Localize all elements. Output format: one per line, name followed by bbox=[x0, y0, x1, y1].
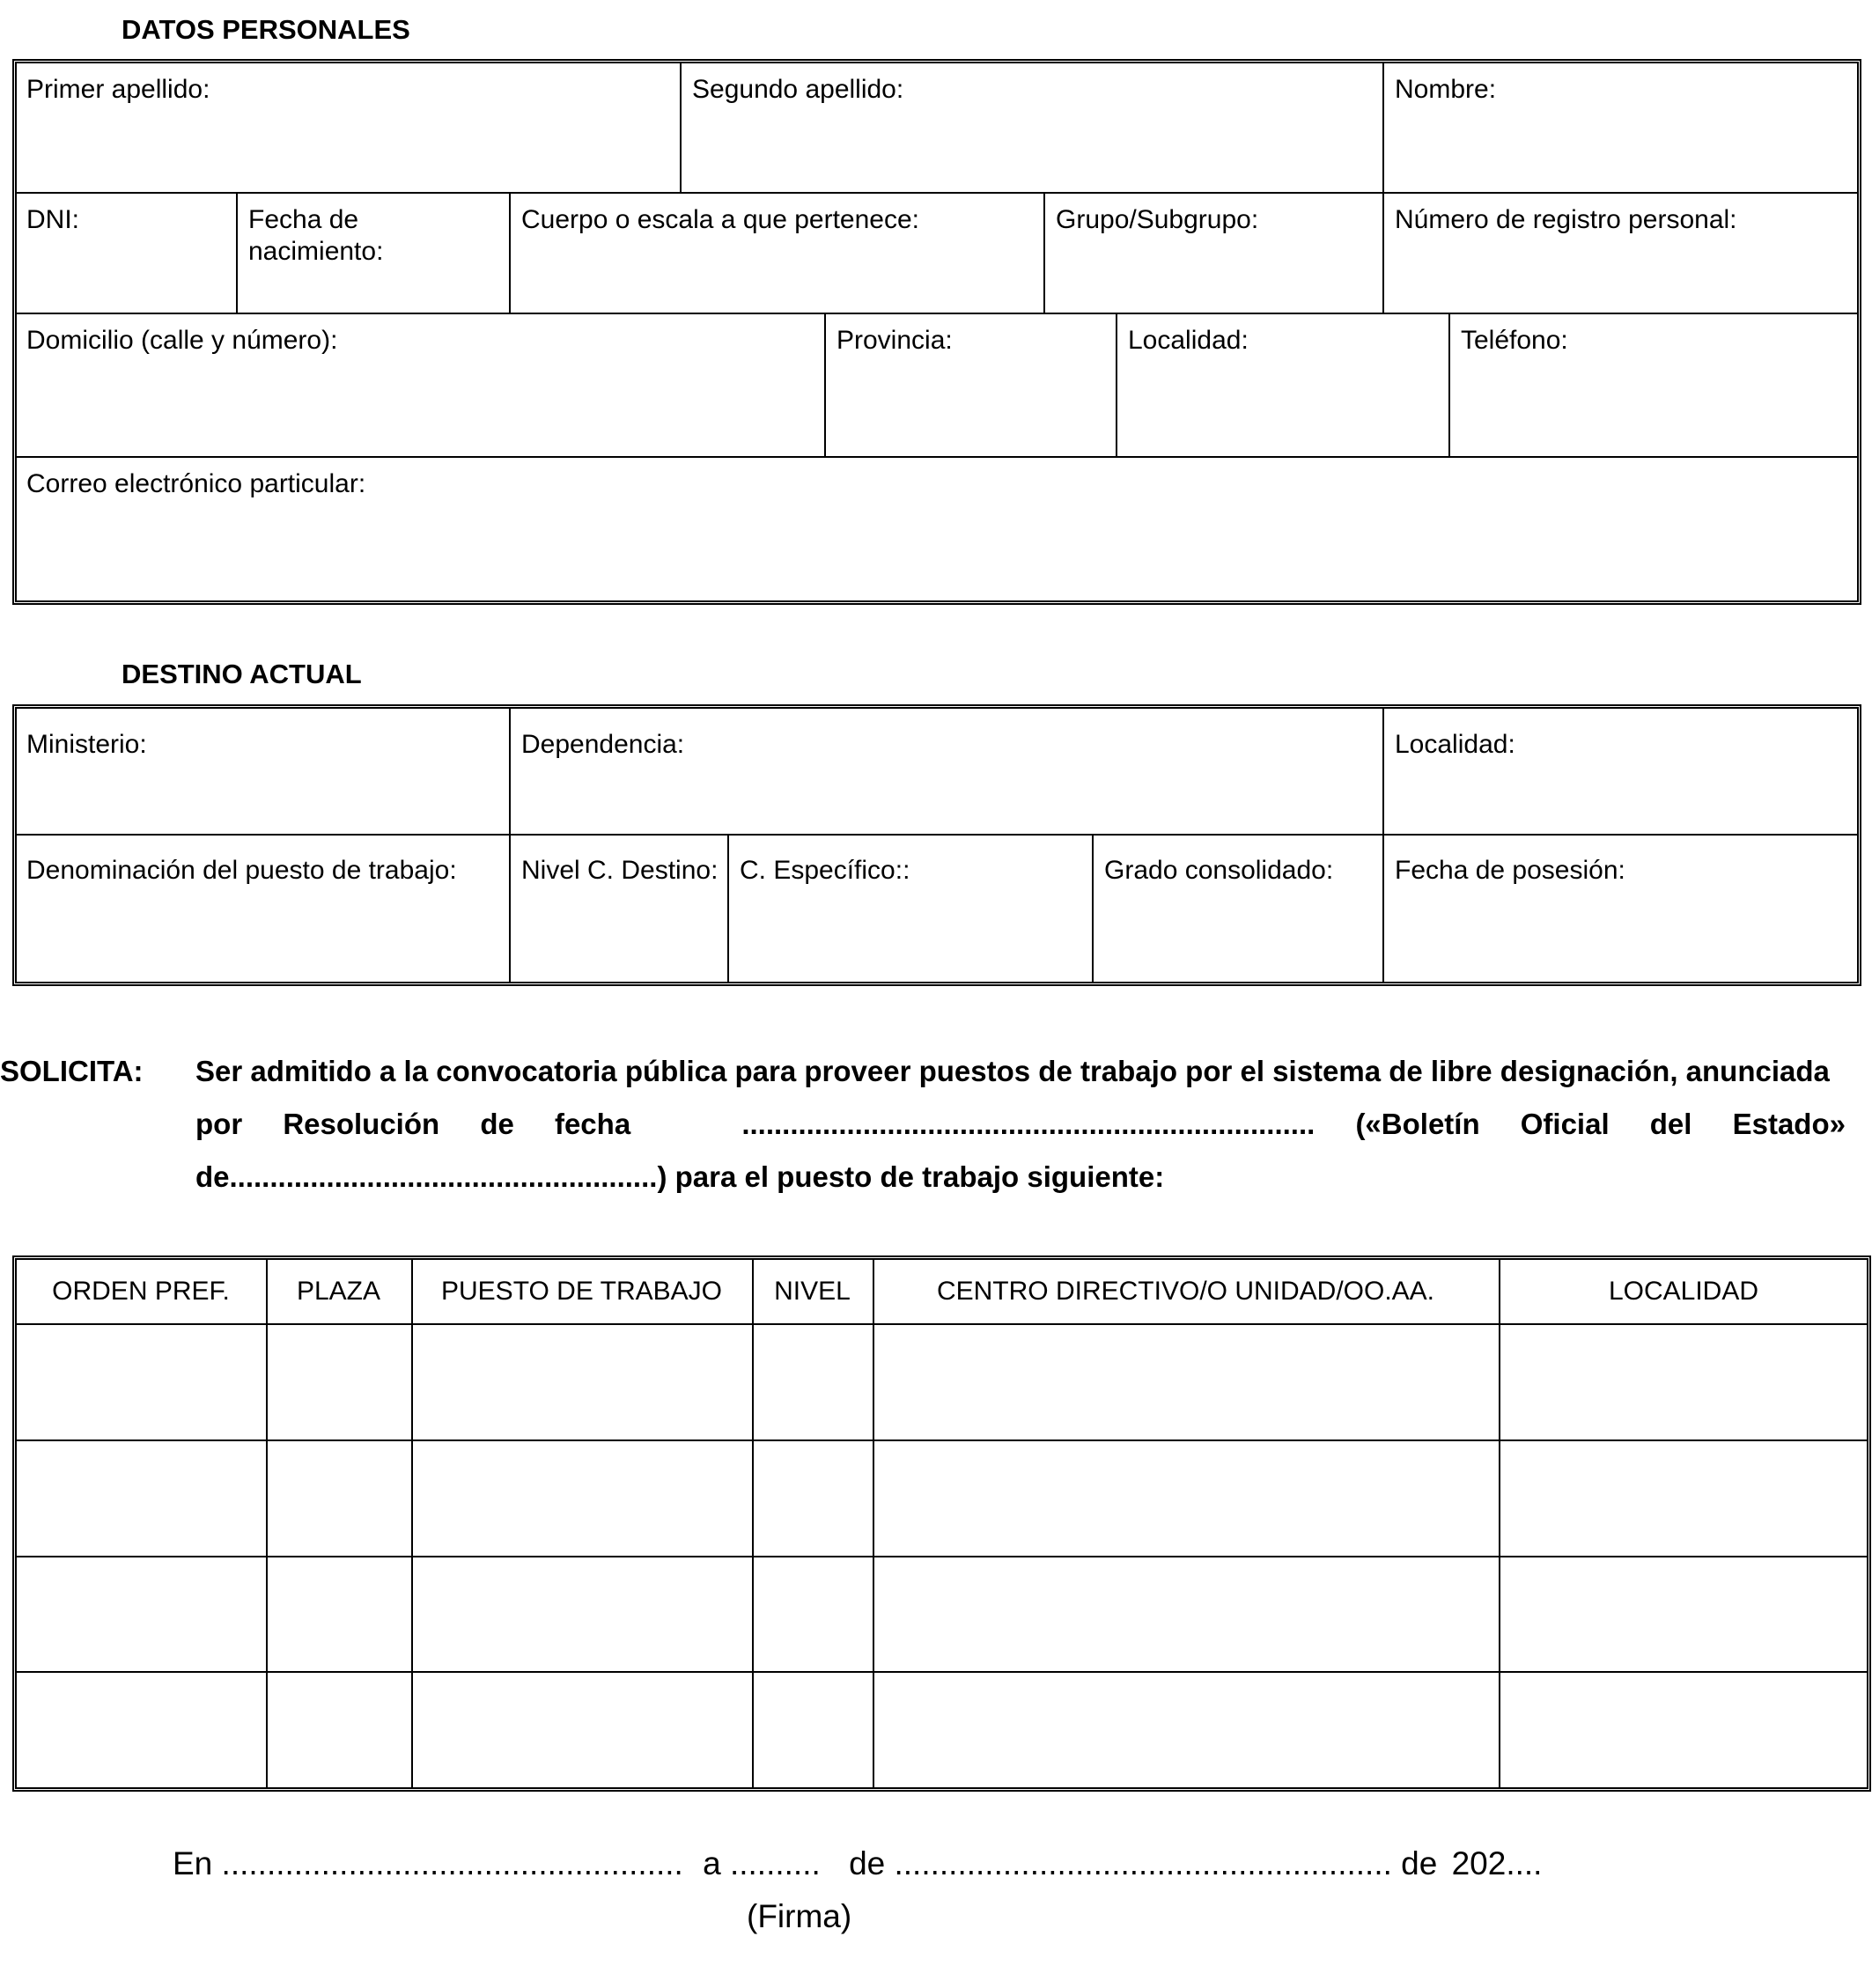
telefono-field[interactable] bbox=[1448, 313, 1568, 357]
header-nivel: NIVEL bbox=[774, 1277, 851, 1306]
destino-localidad-field[interactable] bbox=[1382, 717, 1515, 761]
cuerpo-field[interactable] bbox=[509, 192, 919, 236]
nivel-destino-label: Nivel C. Destino: bbox=[521, 856, 719, 885]
denominacion-field[interactable] bbox=[14, 843, 457, 887]
primer-apellido-field[interactable] bbox=[14, 62, 210, 106]
especifico-field[interactable] bbox=[727, 843, 910, 887]
destino-heading: DESTINO ACTUAL bbox=[122, 659, 362, 689]
nombre-label: Nombre: bbox=[1395, 75, 1497, 104]
header-puesto: PUESTO DE TRABAJO bbox=[441, 1277, 722, 1306]
provincia-label: Provincia: bbox=[837, 326, 953, 355]
header-centro: CENTRO DIRECTIVO/O UNIDAD/OO.AA. bbox=[936, 1277, 1435, 1306]
segundo-apellido-field[interactable] bbox=[680, 62, 903, 106]
correo-label: Correo electrónico particular: bbox=[26, 469, 366, 498]
domicilio-field[interactable] bbox=[14, 313, 337, 357]
ministerio-field[interactable] bbox=[14, 717, 147, 761]
telefono-label: Teléfono: bbox=[1461, 326, 1568, 355]
firma-label: (Firma) bbox=[747, 1898, 852, 1934]
dni-field[interactable] bbox=[14, 192, 79, 236]
fecha-nacimiento-label-2: nacimiento: bbox=[248, 237, 384, 266]
fecha-nacimiento-field[interactable] bbox=[236, 192, 383, 268]
fecha-posesion-field[interactable] bbox=[1382, 843, 1625, 887]
lugar-fecha-line: En ................................................... a .......... de ....................................................... de 202.... bbox=[173, 1845, 1543, 1881]
grupo-label: Grupo/Subgrupo: bbox=[1056, 205, 1259, 234]
localidad-field[interactable] bbox=[1116, 313, 1249, 357]
cuerpo-label: Cuerpo o escala a que pertenece: bbox=[521, 205, 919, 234]
fecha-nacimiento-label-1: Fecha de bbox=[248, 205, 359, 234]
denominacion-label: Denominación del puesto de trabajo: bbox=[26, 856, 457, 885]
solicita-line-2: por Resolución de fecha ....................................................................... («Boletín Oficial del Estado» bbox=[195, 1108, 1846, 1140]
segundo-apellido-label: Segundo apellido: bbox=[692, 75, 904, 104]
header-orden-pref: ORDEN PREF. bbox=[52, 1277, 230, 1306]
nombre-field[interactable] bbox=[1382, 62, 1496, 106]
dependencia-field[interactable] bbox=[509, 717, 684, 761]
nrp-field[interactable] bbox=[1382, 192, 1737, 236]
nrp-label: Número de registro personal: bbox=[1395, 205, 1737, 234]
destino-localidad-label: Localidad: bbox=[1395, 730, 1515, 759]
grupo-field[interactable] bbox=[1043, 192, 1258, 236]
grado-field[interactable] bbox=[1092, 843, 1333, 887]
solicita-label: SOLICITA: bbox=[0, 1055, 144, 1087]
dependencia-label: Dependencia: bbox=[521, 730, 685, 759]
provincia-field[interactable] bbox=[824, 313, 953, 357]
grado-label: Grado consolidado: bbox=[1104, 856, 1334, 885]
solicita-line-1: Ser admitido a la convocatoria pública para proveer puestos de trabajo por el sistema de libre designación, anunciada bbox=[195, 1055, 1830, 1087]
header-localidad: LOCALIDAD bbox=[1608, 1277, 1759, 1306]
especifico-label: C. Específico:: bbox=[740, 856, 910, 885]
solicita-line-3: de.....................................................) para el puesto de trabajo siguiente: bbox=[195, 1160, 1165, 1193]
dni-label: DNI: bbox=[26, 205, 79, 234]
header-plaza: PLAZA bbox=[296, 1277, 381, 1306]
puestos-table bbox=[12, 1255, 1871, 1792]
nivel-destino-field[interactable] bbox=[509, 843, 718, 887]
personal-heading: DATOS PERSONALES bbox=[122, 14, 410, 45]
domicilio-label: Domicilio (calle y número): bbox=[26, 326, 338, 355]
correo-field[interactable] bbox=[14, 456, 365, 500]
primer-apellido-label: Primer apellido: bbox=[26, 75, 210, 104]
ministerio-label: Ministerio: bbox=[26, 730, 147, 759]
localidad-label: Localidad: bbox=[1128, 326, 1249, 355]
fecha-posesion-label: Fecha de posesión: bbox=[1395, 856, 1625, 885]
